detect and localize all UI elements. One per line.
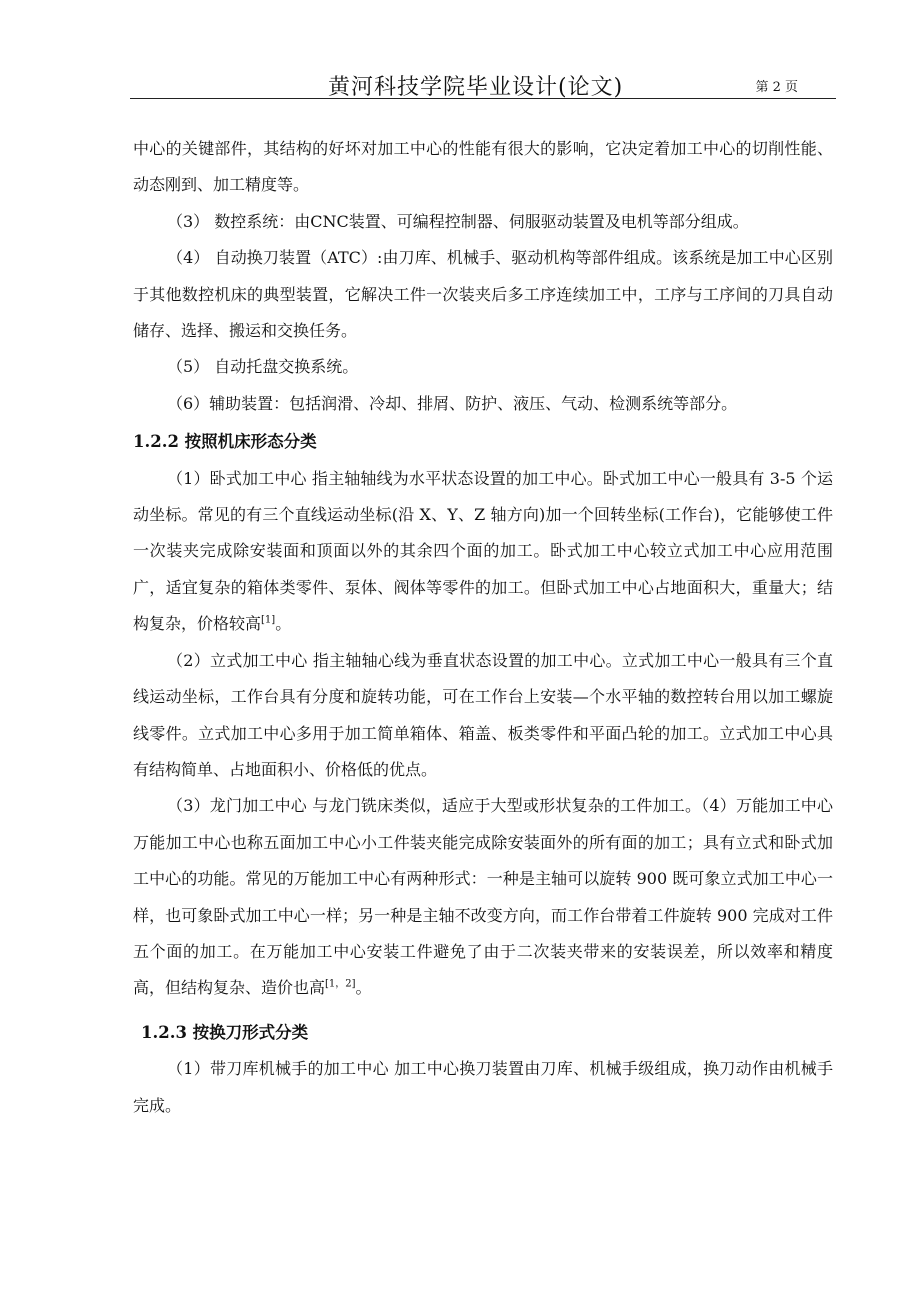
- citation-1: [1]: [261, 614, 276, 626]
- paragraph-1: 中心的关键部件，其结构的好坏对加工中心的性能有很大的影响，它决定着加工中心的切削性能、动态刚到、加工精度等。: [133, 139, 833, 195]
- header-title: 黄河科技学院毕业设计(论文): [328, 75, 624, 100]
- paragraph-8-text: （3）龙门加工中心 与龙门铣床类似，适应于大型或形状复杂的工件加工。（4）万能加工中心 万能加工中心也称五面加工中心小工件装夹能完成除安装面外的所有面的加工；具有立式和卧式加工中心的功能。常见的万能加工中心有两种形式：一种是主轴可以旋转 900 既可象立式加工中心一样，也可象卧式加工中心一样；另一种是主轴不改变方向，而工作台带着工件旋转 900 完成对工件五个面的加工。在万能加工中心安装工件避免了由于二次装夹带来的安装误差，所以效率和精度高，但结构复杂、造价也高: [133, 796, 833, 998]
- paragraph-4: （5） 自动托盘交换系统。: [167, 357, 359, 377]
- paragraph-6-end: 。: [275, 614, 292, 634]
- paragraph-6-text: （1）卧式加工中心 指主轴轴线为水平状态设置的加工中心。卧式加工中心一般具有 3-5 个运动坐标。常见的有三个直线运动坐标(沿 X、Y、Z 轴方向)加一个回转坐标(工作台)，它能够使工件一次装夹完成除安装面和顶面以外的其余四个面的加工。卧式加工中心较立式加工中心应用范围广，适宜复杂的箱体类零件、泵体、阀体等零件的加工。但卧式加工中心占地面积大，重量大；结构复杂，价格较高: [133, 468, 833, 634]
- paragraph-5: （6）辅助装置：包括润滑、冷却、排屑、防护、液压、气动、检测系统等部分。: [167, 393, 738, 413]
- paragraph-2: （3） 数控系统：由CNC装置、可编程控制器、伺服驱动装置及电机等部分组成。: [167, 211, 749, 231]
- paragraph-7: （2）立式加工中心 指主轴轴心线为垂直状态设置的加工中心。立式加工中心一般具有三个直线运动坐标，工作台具有分度和旋转功能，可在工作台上安装—个水平轴的数控转台用以加工螺旋线零件。立式加工中心多用于加工简单箱体、箱盖、板类零件和平面凸轮的加工。立式加工中心具有结构简单、占地面积小、价格低的优点。: [133, 650, 833, 779]
- citation-1-2: [1，2]: [325, 979, 356, 991]
- section-heading-1-2-2: 1.2.2 按照机床形态分类: [133, 432, 317, 452]
- paragraph-8-end: 。: [355, 978, 372, 998]
- page-number: 第 2 页: [755, 80, 798, 95]
- section-heading-1-2-3: 1.2.3 按换刀形式分类: [141, 1022, 309, 1042]
- document-body: [133, 131, 833, 1124]
- paragraph-3: （4） 自动换刀装置（ATC）:由刀库、机械手、驱动机构等部件组成。该系统是加工中心区别于其他数控机床的典型装置，它解决工件一次装夹后多工序连续加工中，工序与工序间的刀具自动储存、选择、搬运和交换任务。: [133, 248, 833, 341]
- paragraph-8: [133, 788, 833, 1006]
- page-header: [130, 64, 836, 99]
- paragraph-9: （1）带刀库机械手的加工中心 加工中心换刀装置由刀库、机械手级组成，换刀动作由机械手完成。: [133, 1059, 833, 1115]
- paragraph-6: [133, 461, 833, 643]
